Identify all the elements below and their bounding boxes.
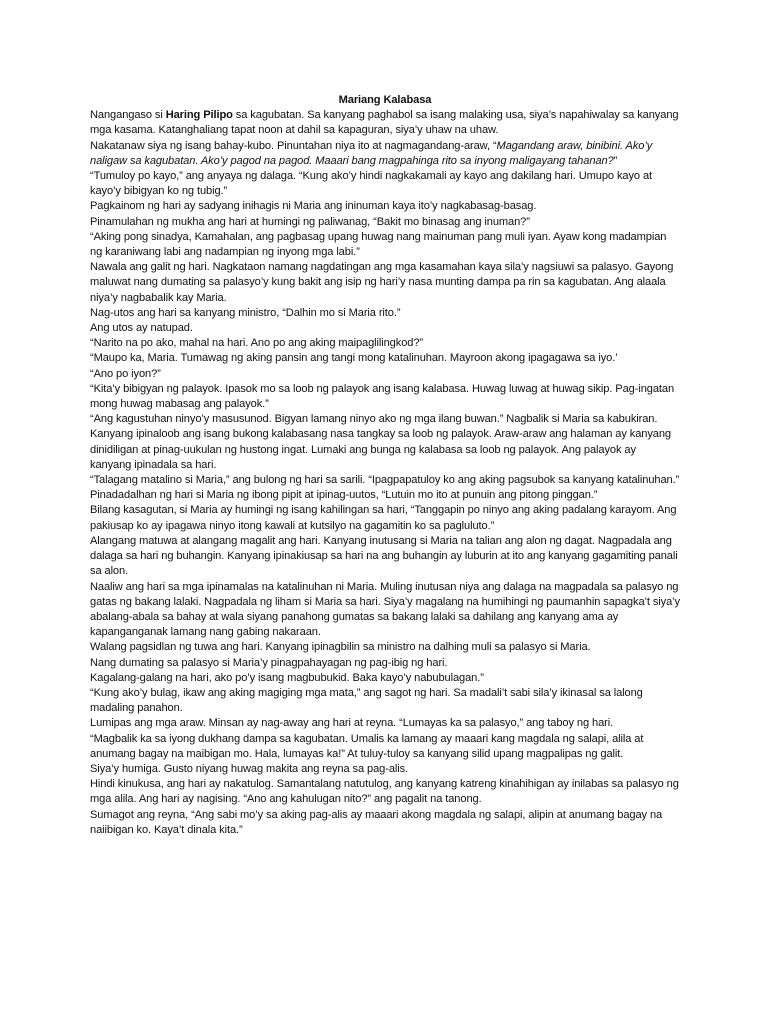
paragraph-1-pre: Nangangaso si xyxy=(90,109,166,122)
paragraph-19: Walang pagsidlan ng tuwa ang hari. Kanyang ipinagbilin sa ministro na dalhing muli sa palasyo si Maria. xyxy=(90,641,591,654)
greeting-italic: Magandang araw, binibini. Ako’y naligaw sa kagubatan. Ako’y pagod na pagod. Maaari bang magpahinga rito sa inyong maligayang tahanan? xyxy=(90,139,653,167)
paragraph-11: “Maupo ka, Maria. Tumawag ng aking pansin ang tangi mong katalinuhan. Mayroon akong ipagagawa sa iyo.’ xyxy=(90,352,618,365)
paragraph-2 xyxy=(90,139,680,169)
paragraph-14: “Ang kagustuhan ninyo’y masusunod. Bigyan lamang ninyo ako ng mga ilang buwan.” Nagbalik si Maria sa kabukiran. Kanyang ipinaloob ang isang bukong kalabasang nasa tangkay sa loob ng palayok. Araw-araw ang halaman ay kanyang dinidiligan at pinag-uukulan ng hustong ingat. Lumaki ang bunga ng kalabasa sa loob ng palayok. Ang palayok ay kanyang ipinadala sa hari. xyxy=(90,413,671,471)
document-title: Mariang Kalabasa xyxy=(338,94,432,106)
paragraph-16: Bilang kasagutan, si Maria ay humingi ng isang kahilingan sa hari, “Tanggapin po ninyo ang aking padalang karayom. Ang pakiusap ko ay ipagawa ninyo itong kawali at kutsilyo na gagamitin ko sa pagluluto.” xyxy=(90,504,677,532)
paragraph-10: “Narito na po ako, mahal na hari. Ano po ang aking maipaglilingkod?” xyxy=(90,337,424,350)
paragraph-3: “Tumuloy po kayo,” ang anyaya ng dalaga. “Kung ako’y hindi nagkakamali ay kayo ang dakilang hari. Umupo kayo at kayo’y bibigyan ko ng tubig.” xyxy=(90,170,653,198)
paragraph-4: Pagkainom ng hari ay sadyang inihagis ni Maria ang ininuman kaya ito’y nagkabasag-basag. xyxy=(90,200,537,213)
document-body xyxy=(90,93,680,838)
paragraph-27: Sumagot ang reyna, “Ang sabi mo’y sa aking pag-alis ay maaari akong magdala ng salapi, alipin at anumang bagay na naiibigan ko. Kaya’t dinala kita.” xyxy=(90,808,663,836)
paragraph-22: “Kung ako’y bulag, ikaw ang aking magiging mga mata,” ang sagot ng hari. Sa madali’t sabi sila’y ikinasal sa lalong madaling panahon. xyxy=(90,686,643,715)
paragraph-15: “Talagang matalino si Maria,” ang bulong ng hari sa sarili. “Ipagpapatuloy ko ang aking pagsubok sa kanyang katalinuhan.” Pinadadalhan ng hari si Maria ng ibong pipit at ipinag-uutos, “Lutuin mo ito at punuin ang pitong pinggan.” xyxy=(90,474,680,502)
paragraph-18: Naaliw ang hari sa mga ipinamalas na katalinuhan ni Maria. Muling inutusan niya ang dalaga na magpadala sa palasyo ng gatas ng bakang lalaki. Nagpadala ng liham si Maria sa hari. Siya’y magalang na humihingi ng paumanhin sapagka’t siya’y abalang-abala sa bahay at wala siyang panahong gumatas sa bakang lalaki sa dahilang ang kanyang ama ay kapanganganak lamang nang gabing nakaraan. xyxy=(90,580,680,639)
paragraph-9: Ang utos ay natupad. xyxy=(90,322,193,335)
paragraph-1 xyxy=(90,108,680,138)
king-name: Haring Pilipo xyxy=(165,109,233,122)
paragraph-6: “Aking pong sinadya, Kamahalan, ang pagbasag upang huwag nang mainuman pang muli iyan. Ayaw kong madampian ng karaniwang labi ang nadampian ng inyong mga labi.” xyxy=(90,230,667,259)
paragraph-1-post: sa kagubatan. Sa kanyang paghabol sa isang malaking usa, siya’s napahiwalay sa kanyang mga kasama. Katanghaliang tapat noon at dahil sa kapaguran, siya’y uhaw na uhaw. xyxy=(90,109,679,137)
paragraph-12: “Ano po iyon?” xyxy=(90,367,161,380)
paragraph-26: Hindi kinukusa, ang hari ay nakatulog. Samantalang natutulog, ang kanyang katreng kinahihigan ay inilabas sa palasyo ng mga alila. Ang hari ay nagising. “Ano ang kahulugan nito?” ang pagalit na tanong. xyxy=(90,778,679,806)
paragraph-5: Pinamulahan ng mukha ang hari at humingi ng paliwanag, “Bakit mo binasag ang inuman?” xyxy=(90,215,530,228)
paragraph-2-post: ” xyxy=(613,154,618,167)
paragraph-20: Nang dumating sa palasyo si Maria’y pinagpahayagan ng pag-ibig ng hari. xyxy=(90,656,448,669)
paragraph-2-pre: Nakatanaw siya ng isang bahay-kubo. Pinuntahan niya ito at nagmagandang-araw, “ xyxy=(90,139,497,152)
paragraph-24: “Magbalik ka sa iyong dukhang dampa sa kagubatan. Umalis ka lamang ay maaari kang magdala ng salapi, alila at anumang bagay na maibigan mo. Hala, lumayas ka!” At tuluy-tuloy sa kanyang silid upang magpalipas ng galit. xyxy=(90,732,644,760)
paragraph-13: “Kita’y bibigyan ng palayok. Ipasok mo sa loob ng palayok ang isang kalabasa. Huwag luwag at huwag sikip. Pag-ingatan mong huwag mabasag ang palayok.” xyxy=(90,382,675,411)
paragraph-17: Alangang matuwa at alangang magalit ang hari. Kanyang inutusang si Maria na talian ang alon ng dagat. Nagpadala ang dalaga sa hari ng buhangin. Kanyang ipinakiusap sa hari na ang buhangin ay luburin at ito ang kanyang gagamiting panali sa alon. xyxy=(90,534,678,578)
paragraph-7: Nawala ang galit ng hari. Nagkataon namang nagdatingan ang mga kasamahan kaya sila’y nagsiuwi sa palasyo. Gayong maluwat nang dumating sa palasyo’y kung bakit ang isip ng hari’y nasa munting dampa pa rin sa kagubatan. Ang alaala niya’y nagbabalik kay Maria. xyxy=(90,261,674,304)
paragraph-25: Siya’y humiga. Gusto niyang huwag makita ang reyna sa pag-alis. xyxy=(90,762,409,775)
paragraph-23: Lumipas ang mga araw. Minsan ay nag-away ang hari at reyna. “Lumayas ka sa palasyo,” ang taboy ng hari. xyxy=(90,717,614,730)
paragraph-21: Kagalang-galang na hari, ako po’y isang magbubukid. Baka kayo’y nabubulagan.” xyxy=(90,671,484,684)
paragraph-8: Nag-utos ang hari sa kanyang ministro, “Dalhin mo si Maria rito.” xyxy=(90,306,401,319)
